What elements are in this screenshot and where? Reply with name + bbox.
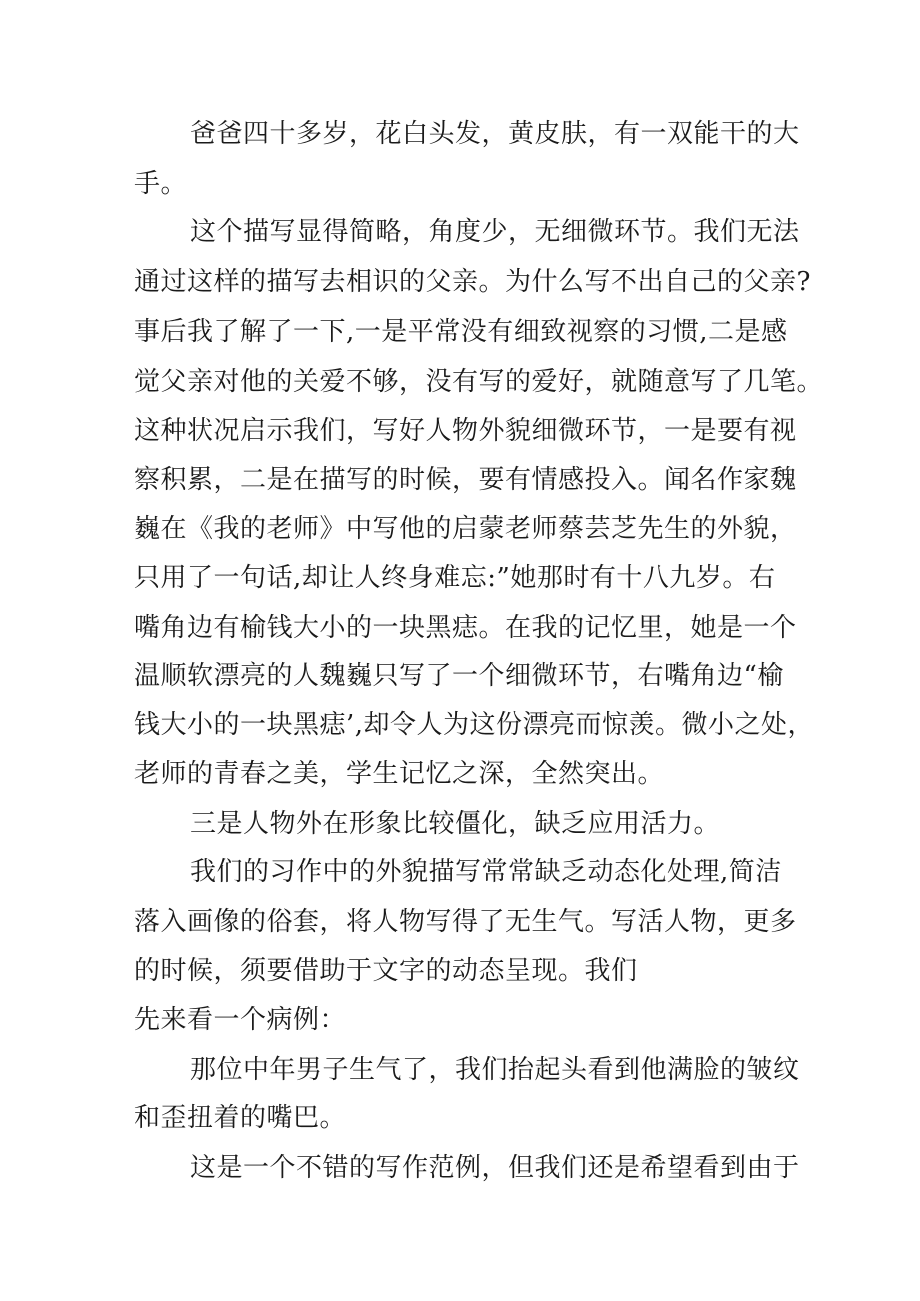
text-line-17: 落入画像的俗套，将人物写得了无生气。写活人物，更多: [134, 907, 797, 937]
text-line-10: 只用了一句话,却让人终身难忘:”她那时有十八九岁。右: [134, 563, 776, 593]
text-line-20: 那位中年男子生气了，我们抬起头看到他满脸的皱纹: [190, 1055, 800, 1085]
text-line-19: 先来看一个病例：: [134, 1005, 347, 1035]
text-line-16: 我们的习作中的外貌描写常常缺乏动态化处理,简洁: [190, 857, 782, 887]
text-line-3: 这个描写显得简略，角度少，无细微环节。我们无法: [190, 217, 800, 247]
text-line-13: 钱大小的一块黑痣’,却令人为这份漂亮而惊羡。微小之处，: [134, 710, 815, 740]
text-line-14: 老师的青春之美，学生记忆之深，全然突出。: [134, 759, 665, 789]
text-line-21: 和歪扭着的嘴巴。: [134, 1103, 347, 1133]
text-line-5: 事后我了解了一下,一是平常没有细致视察的习惯,二是感: [134, 317, 788, 347]
text-line-22: 这是一个不错的写作范例，但我们还是希望看到由于: [190, 1153, 800, 1183]
text-line-8: 察积累，二是在描写的时候，要有情感投入。闻名作家魏: [134, 465, 797, 495]
text-line-12: 温顺软漂亮的人魏巍只写了一个细微环节，右嘴角边“榆: [134, 661, 784, 691]
text-line-2: 手。: [134, 169, 188, 199]
text-line-1: 爸爸四十多岁，花白头发，黄皮肤，有一双能干的大: [190, 119, 800, 149]
text-line-9: 巍在《我的老师》中写他的启蒙老师蔡芸芝先生的外貌，: [134, 514, 797, 544]
text-line-18: 的时候，须要借助于文字的动态呈现。我们: [134, 956, 638, 986]
text-line-6: 觉父亲对他的关爱不够，没有写的爱好，就随意写了几笔。: [134, 367, 824, 397]
text-line-15: 三是人物外在形象比较僵化，缺乏应用活力。: [190, 809, 721, 839]
text-line-7: 这种状况启示我们，写好人物外貌细微环节，一是要有视: [134, 416, 797, 446]
text-line-4: 通过这样的描写去相识的父亲。为什么写不出自己的父亲?: [134, 267, 811, 297]
text-line-11: 嘴角边有榆钱大小的一块黑痣。在我的记忆里，她是一个: [134, 613, 797, 643]
